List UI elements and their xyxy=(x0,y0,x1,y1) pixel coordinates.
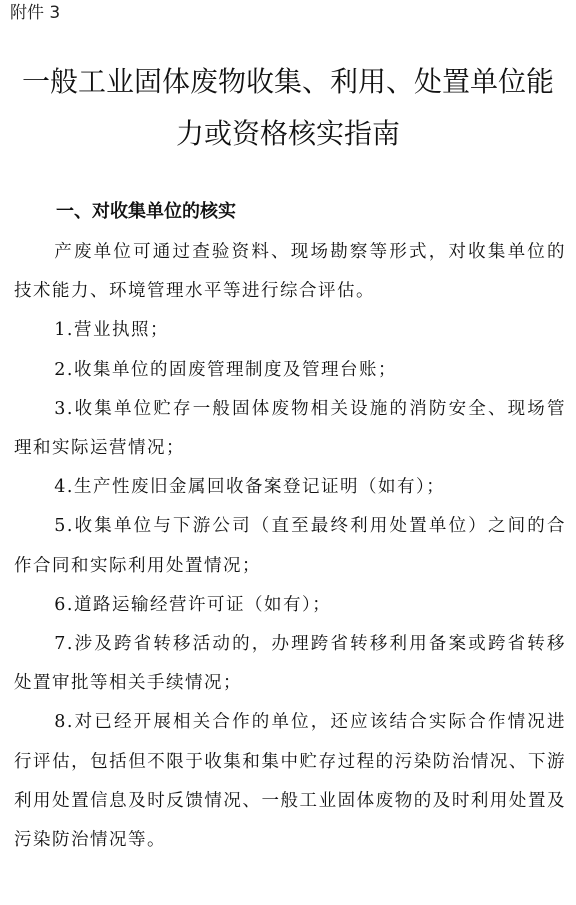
section-heading: 一、对收集单位的核实 xyxy=(56,201,236,222)
title-line-1: 一般工业固体废物收集、利用、处置单位能 xyxy=(21,65,554,98)
list-item-2: 2.收集单位的固废管理制度及管理台账； xyxy=(54,359,397,380)
list-item-6: 6.道路运输经营许可证（如有）； xyxy=(54,594,332,615)
list-item-5: 5.收集单位与下游公司（直至最终利用处置单位）之间的合作合同和实际利用处置情况； xyxy=(14,516,566,576)
list-item-7: 7.涉及跨省转移活动的，办理跨省转移利用备案或跨省转移处置审批等相关手续情况； xyxy=(14,634,566,694)
list-item-1: 1.营业执照； xyxy=(54,320,169,341)
intro-paragraph: 产废单位可通过查验资料、现场勘察等形式，对收集单位的技术能力、环境管理水平等进行综合评估。 xyxy=(14,242,566,302)
section-body xyxy=(14,233,566,860)
list-item-4: 4.生产性废旧金属回收备案登记证明（如有）； xyxy=(54,477,446,498)
document-title xyxy=(0,56,576,160)
list-item-3: 3.收集单位贮存一般固体废物相关设施的消防安全、现场管理和实际运营情况； xyxy=(14,398,566,459)
list-item-8: 8.对已经开展相关合作的单位，还应该结合实际合作情况进行评估，包括但不限于收集和集中贮存过程的污染防治情况、下游利用处置信息及时反馈情况、一般工业固体废物的及时利用处置及污染防治情况等。 xyxy=(14,712,566,851)
title-line-2: 力或资格核实指南 xyxy=(175,117,400,150)
attachment-label: 附件 3 xyxy=(10,3,61,23)
